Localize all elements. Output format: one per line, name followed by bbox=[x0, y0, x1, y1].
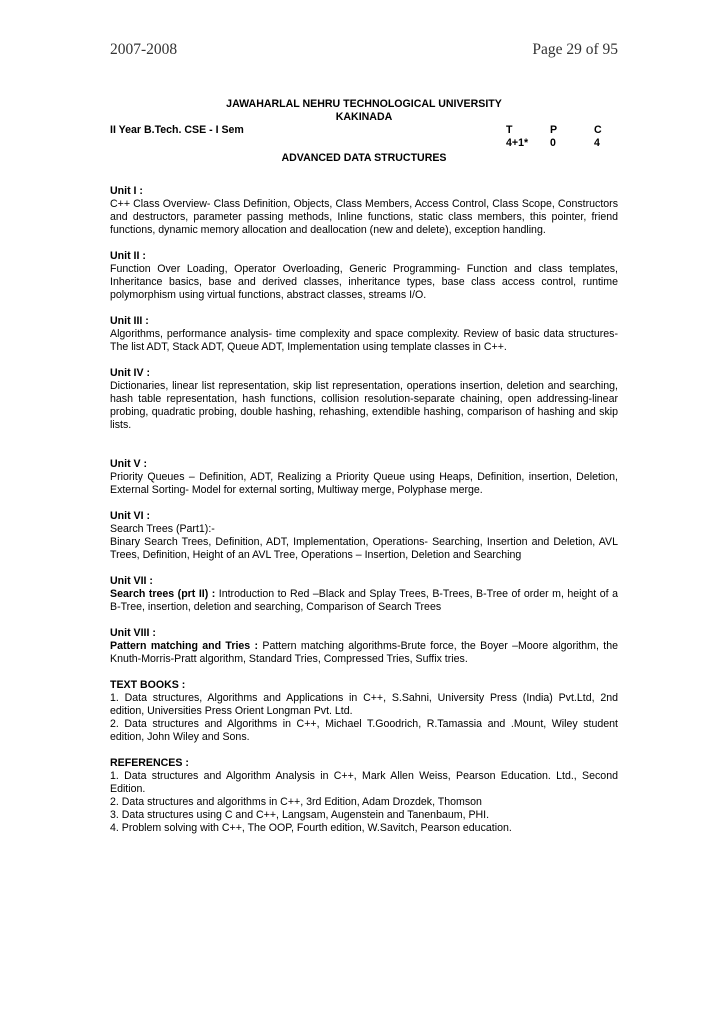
unit-text: C++ Class Overview- Class Definition, Objects, Class Members, Access Control, Class Scope, Constructors and destructors, parameter passing methods, Inline functions, static class members, this pointer, friend functions, dynamic memory allocation and deallocation (new and delete), exception handling. bbox=[110, 198, 618, 236]
unit-2 bbox=[110, 250, 618, 302]
unit-title: Unit II : bbox=[110, 250, 146, 262]
unit-lead: Search trees (prt II) : bbox=[110, 588, 216, 600]
unit-text: Binary Search Trees, Definition, ADT, Implementation, Operations- Searching, Insertion and Deletion, AVL Trees, Definition, Height of an AVL Tree, Operations – Insertion, Deletion and Searching bbox=[110, 536, 618, 561]
unit-subtitle: Search Trees (Part1):- bbox=[110, 523, 215, 535]
textbook-item: 1. Data structures, Algorithms and Applications in C++, S.Sahni, University Press (India) Pvt.Ltd, 2nd edition, Universities Press Orient Longman Pvt. Ltd. bbox=[110, 692, 618, 717]
unit-4 bbox=[110, 367, 618, 432]
unit-title: Unit VIII : bbox=[110, 627, 156, 639]
page-number: Page 29 of 95 bbox=[532, 41, 618, 58]
unit-text: Function Over Loading, Operator Overloading, Generic Programming- Function and class templates, Inheritance basics, base and derived classes, inheritance types, base class access control, runtime polymorphism using virtual functions, abstract classes, streams I/O. bbox=[110, 263, 618, 301]
unit-title: Unit IV : bbox=[110, 367, 151, 379]
course-row-values bbox=[110, 137, 618, 150]
unit-text: Introduction to Red –Black and Splay Trees, B-Trees, B-Tree of order m, height of a B-Tree, insertion, deletion and searching, Comparison of Search Trees bbox=[110, 588, 618, 613]
subject-title: ADVANCED DATA STRUCTURES bbox=[281, 152, 447, 164]
unit-title: Unit VII : bbox=[110, 575, 153, 587]
unit-5 bbox=[110, 458, 618, 497]
unit-text: Dictionaries, linear list representation, skip list representation, operations insertion, deletion and searching, hash table representation, hash functions, collision resolution-separate chaining, open addressing-linear probing, quadratic probing, double hashing, rehashing, extendible hashing, comparison of hashing and skip lists. bbox=[110, 380, 618, 431]
section-title: REFERENCES : bbox=[110, 757, 189, 769]
t-value: 4+1* bbox=[506, 137, 529, 149]
academic-year: 2007-2008 bbox=[110, 41, 178, 58]
unit-title: Unit III : bbox=[110, 315, 149, 327]
unit-lead: Pattern matching and Tries : bbox=[110, 640, 259, 652]
unit-7 bbox=[110, 575, 618, 614]
reference-item: 1. Data structures and Algorithm Analysis in C++, Mark Allen Weiss, Pearson Education. Ltd., Second Edition. bbox=[110, 770, 618, 795]
unit-title: Unit I : bbox=[110, 185, 143, 197]
textbook-item: 2. Data structures and Algorithms in C++, Michael T.Goodrich, R.Tamassia and .Mount, Wiley student edition, John Wiley and Sons. bbox=[110, 718, 618, 743]
unit-text-block bbox=[110, 640, 618, 666]
unit-text-block bbox=[110, 588, 618, 614]
course-row-header bbox=[110, 124, 618, 137]
unit-title: Unit VI : bbox=[110, 510, 151, 522]
unit-text: Algorithms, performance analysis- time complexity and space complexity. Review of basic data structures- The list ADT, Stack ADT, Queue ADT, Implementation using template classes in C++. bbox=[110, 328, 618, 353]
university-city: KAKINADA bbox=[335, 111, 393, 123]
year-sem-label: II Year B.Tech. CSE - I Sem bbox=[110, 124, 244, 136]
reference-item: 2. Data structures and algorithms in C++, 3rd Edition, Adam Drozdek, Thomson bbox=[110, 796, 482, 808]
reference-item: 3. Data structures using C and C++, Langsam, Augenstein and Tanenbaum, PHI. bbox=[110, 809, 490, 821]
unit-1 bbox=[110, 185, 618, 237]
c-header: C bbox=[594, 124, 602, 136]
unit-title: Unit V : bbox=[110, 458, 148, 470]
university-name: JAWAHARLAL NEHRU TECHNOLOGICAL UNIVERSITY bbox=[226, 98, 502, 110]
section-title: TEXT BOOKS : bbox=[110, 679, 186, 691]
unit-text: Pattern matching algorithms-Brute force, the Boyer –Moore algorithm, the Knuth-Morris-Pratt algorithm, Standard Tries, Compressed Tries, Suffix tries. bbox=[110, 640, 618, 665]
textbooks-section bbox=[110, 679, 618, 744]
syllabus-content bbox=[110, 98, 618, 835]
p-value: 0 bbox=[550, 137, 556, 149]
t-header: T bbox=[506, 124, 513, 136]
unit-6 bbox=[110, 510, 618, 562]
p-header: P bbox=[550, 124, 558, 136]
unit-3 bbox=[110, 315, 618, 354]
c-value: 4 bbox=[594, 137, 600, 149]
reference-item: 4. Problem solving with C++, The OOP, Fourth edition, W.Savitch, Pearson education. bbox=[110, 822, 512, 834]
unit-8 bbox=[110, 627, 618, 666]
references-section bbox=[110, 757, 618, 835]
unit-text: Priority Queues – Definition, ADT, Realizing a Priority Queue using Heaps, Definition, insertion, Deletion, External Sorting- Model for external sorting, Multiway merge, Polyphase merge. bbox=[110, 471, 618, 496]
